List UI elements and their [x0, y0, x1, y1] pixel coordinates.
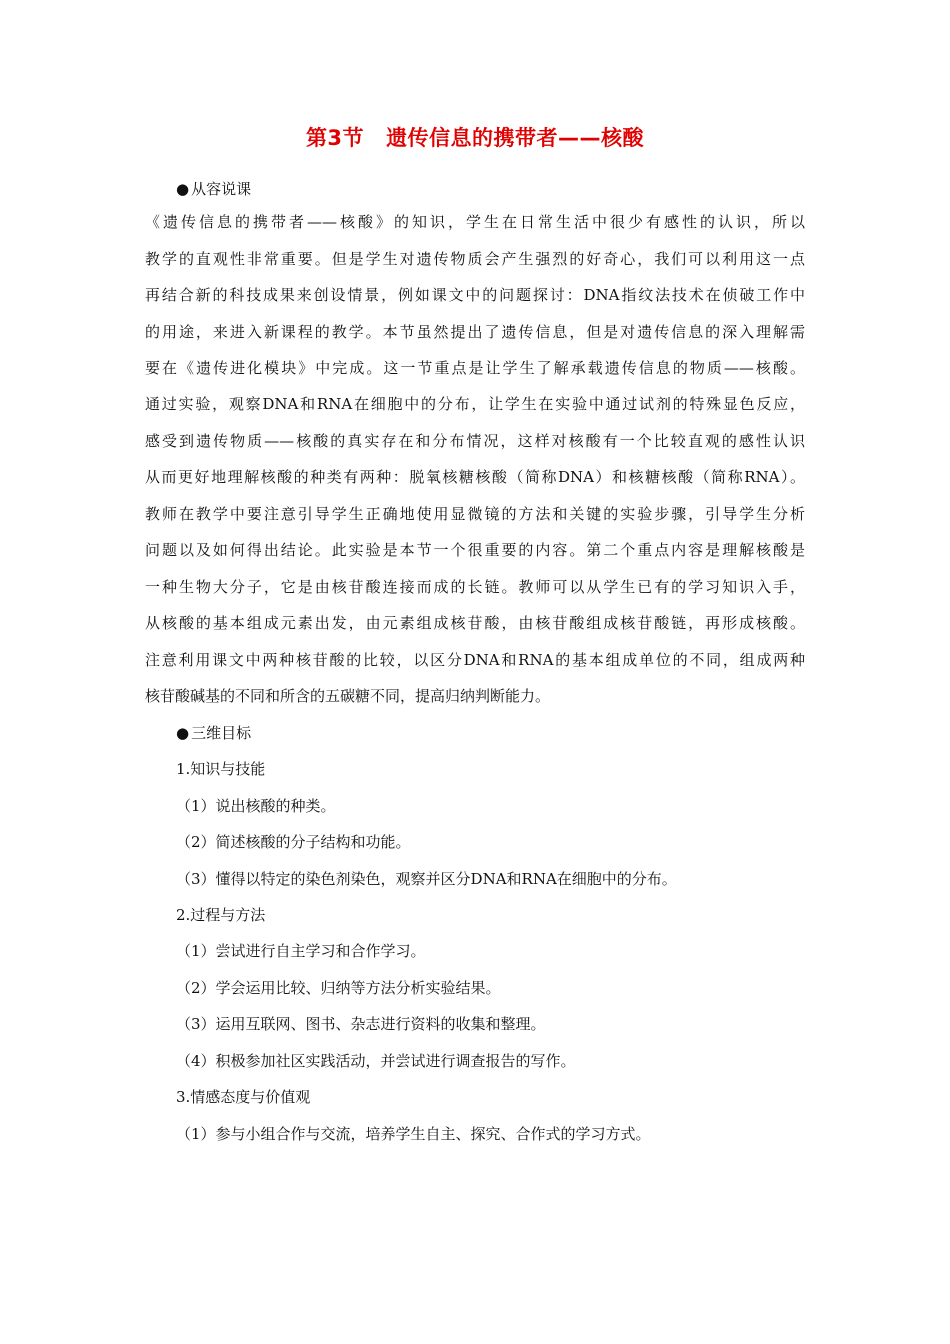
intro-line: 教学的直观性非常重要。但是学生对遗传物质会产生强烈的好奇心，我们可以利用这一点 — [145, 250, 805, 268]
goal-item: （1）说出核酸的种类。 — [176, 797, 336, 815]
goals-heading: ● 三维目标 — [176, 724, 252, 742]
bullet-icon: ● — [176, 180, 190, 198]
intro-line: 核苷酸碱基的不同和所含的五碳糖不同，提高归纳判断能力。 — [145, 687, 551, 705]
goal-item: （1）尝试进行自主学习和合作学习。 — [176, 942, 426, 960]
section-number: 第3节 — [305, 126, 365, 150]
goal-item: （3）运用互联网、图书、杂志进行资料的收集和整理。 — [176, 1015, 546, 1033]
intro-line: 从而更好地理解核酸的种类有两种：脱氧核糖核酸（简称DNA）和核糖核酸（简称RNA）。 — [145, 468, 805, 486]
bullet-icon: ● — [176, 724, 190, 742]
intro-line: 再结合新的科技成果来创设情景，例如课文中的问题探讨：DNA指纹法技术在侦破工作中 — [145, 286, 805, 304]
goal-item: （2）简述核酸的分子结构和功能。 — [176, 833, 411, 851]
intro-line: 注意利用课文中两种核苷酸的比较，以区分DNA和RNA的基本组成单位的不同，组成两种 — [145, 651, 805, 669]
intro-line: 的用途，来进入新课程的教学。本节虽然提出了遗传信息，但是对遗传信息的深入理解需 — [145, 323, 805, 341]
intro-line: 从核酸的基本组成元素出发，由元素组成核苷酸，由核苷酸组成核苷酸链，再形成核酸。 — [145, 614, 805, 632]
section-name: 遗传信息的携带者——核酸 — [386, 126, 645, 150]
intro-line: 教师在教学中要注意引导学生正确地使用显微镜的方法和关键的实验步骤，引导学生分析 — [145, 505, 805, 523]
intro-line: 通过实验，观察DNA和RNA在细胞中的分布，让学生在实验中通过试剂的特殊显色反应， — [145, 395, 805, 413]
intro-heading: ● 从容说课 — [176, 180, 252, 198]
intro-line: 要在《遗传进化模块》中完成。这一节重点是让学生了解承载遗传信息的物质——核酸。 — [145, 359, 805, 377]
intro-line: 《遗传信息的携带者——核酸》的知识，学生在日常生活中很少有感性的认识，所以 — [145, 213, 805, 231]
goal-item: （4）积极参加社区实践活动，并尝试进行调查报告的写作。 — [176, 1052, 576, 1070]
goal-group-label: 2.过程与方法 — [176, 906, 266, 924]
goal-item: （3）懂得以特定的染色剂染色，观察并区分DNA和RNA在细胞中的分布。 — [176, 870, 677, 888]
page-title — [0, 122, 950, 152]
intro-line: 一种生物大分子，它是由核苷酸连接而成的长链。教师可以从学生已有的学习知识入手， — [145, 578, 805, 596]
goal-group-label: 1.知识与技能 — [176, 760, 266, 778]
goal-group-label: 3.情感态度与价值观 — [176, 1088, 311, 1106]
intro-line: 问题以及如何得出结论。此实验是本节一个很重要的内容。第二个重点内容是理解核酸是 — [145, 541, 805, 559]
goal-item: （1）参与小组合作与交流，培养学生自主、探究、合作式的学习方式。 — [176, 1125, 651, 1143]
goal-item: （2）学会运用比较、归纳等方法分析实验结果。 — [176, 979, 501, 997]
intro-line: 感受到遗传物质——核酸的真实存在和分布情况，这样对核酸有一个比较直观的感性认识 — [145, 432, 805, 450]
